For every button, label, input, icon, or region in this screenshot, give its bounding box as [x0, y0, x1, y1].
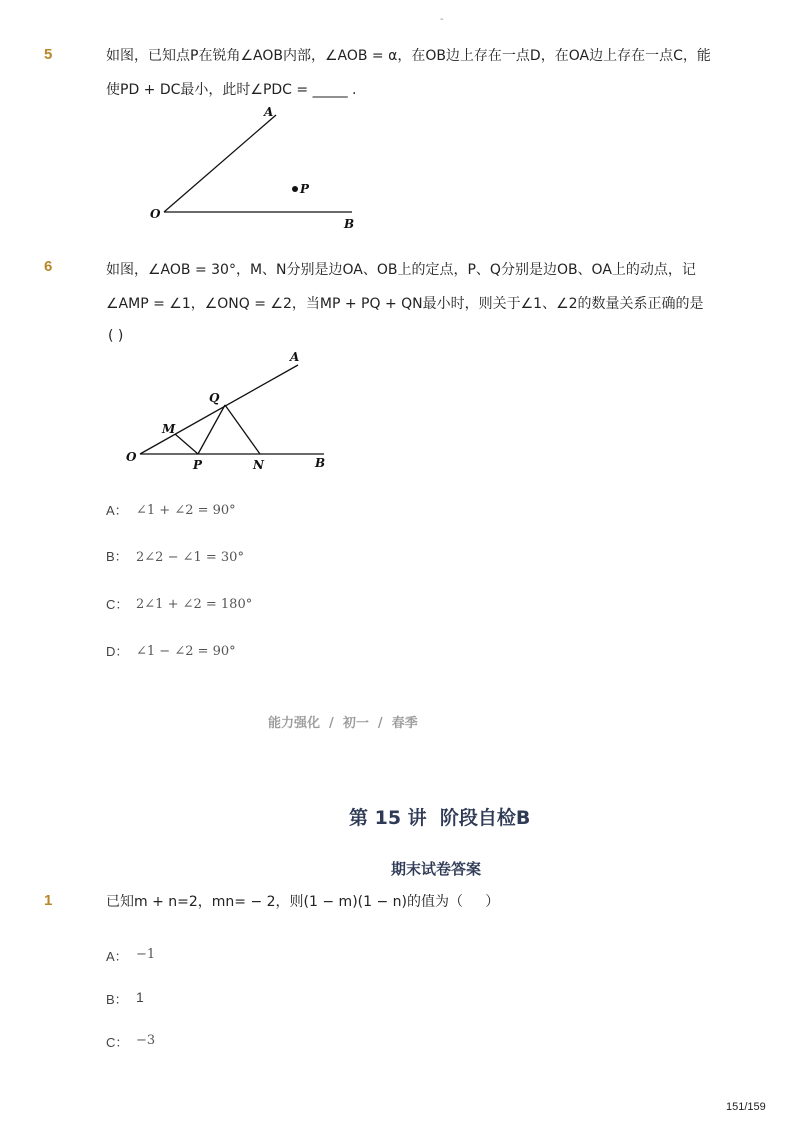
question-1-stem: 已知m + n=2，mn= − 2，则(1 − m)(1 − n)的值为（ ） [106, 894, 500, 910]
label-p: P [300, 182, 310, 196]
segment-qn [225, 405, 260, 454]
question-5-stem-line1: 如图，已知点P在锐角∠AOB内部，∠AOB = α，在OB边上存在一点D，在OA边上存在一点C，能 [106, 48, 711, 64]
q1-option-c-label: C： [106, 1035, 129, 1050]
question-6-figure [120, 345, 340, 475]
page-footer: 能力强化 / 初一 / 春季 [268, 716, 418, 731]
question-5-number: 5 [44, 46, 53, 63]
question-6-stem-line2: ∠AMP = ∠1，∠ONQ = ∠2，当MP + PQ + QN最小时，则关于∠1、∠2的数量关系正确的是 [106, 296, 704, 312]
question-5-figure [140, 100, 380, 235]
label-o: O [126, 450, 137, 464]
segment-mp [175, 434, 198, 454]
question-1-number: 1 [44, 892, 53, 909]
option-b-label: B： [106, 549, 128, 564]
label-p: P [193, 458, 203, 472]
ray-oa [140, 365, 298, 454]
question-6-stem-line3: ( ) [108, 328, 124, 344]
question-6-number: 6 [44, 258, 53, 275]
section-title: 期末试卷答案 [391, 860, 482, 878]
label-b: B [315, 456, 326, 470]
option-d-label: D： [106, 644, 129, 659]
top-mark: - [440, 14, 444, 25]
segment-pq [198, 405, 225, 454]
q1-option-b-label: B： [106, 992, 128, 1007]
label-o: O [150, 207, 161, 221]
point-p [292, 186, 298, 192]
label-a: A [264, 105, 274, 119]
label-a: A [290, 350, 300, 364]
question-5-stem-line2: 使PD + DC最小，此时∠PDC = _____ . [106, 82, 357, 98]
label-n: N [253, 458, 264, 472]
q1-option-b-value: 1 [136, 989, 144, 1005]
label-m: M [162, 422, 176, 436]
q1-option-a-value: −1 [136, 947, 156, 962]
label-q: Q [209, 391, 220, 405]
option-a-value: ∠1 + ∠2 = 90° [136, 503, 236, 518]
option-c-value: 2∠1 + ∠2 = 180° [136, 597, 253, 612]
label-b: B [344, 217, 355, 231]
page-number: 151/159 [726, 1101, 766, 1113]
question-6-stem-line1: 如图，∠AOB = 30°，M、N分别是边OA、OB上的定点，P、Q分别是边OB、OA上的动点，记 [106, 262, 696, 278]
option-d-value: ∠1 − ∠2 = 90° [136, 644, 236, 659]
option-b-value: 2∠2 − ∠1 = 30° [136, 550, 244, 565]
q1-option-a-label: A： [106, 949, 128, 964]
lecture-title: 第 15 讲 阶段自检B [349, 807, 531, 829]
ray-oa [164, 115, 276, 212]
option-a-label: A： [106, 503, 128, 518]
q1-option-c-value: −3 [136, 1033, 156, 1048]
option-c-label: C： [106, 597, 129, 612]
